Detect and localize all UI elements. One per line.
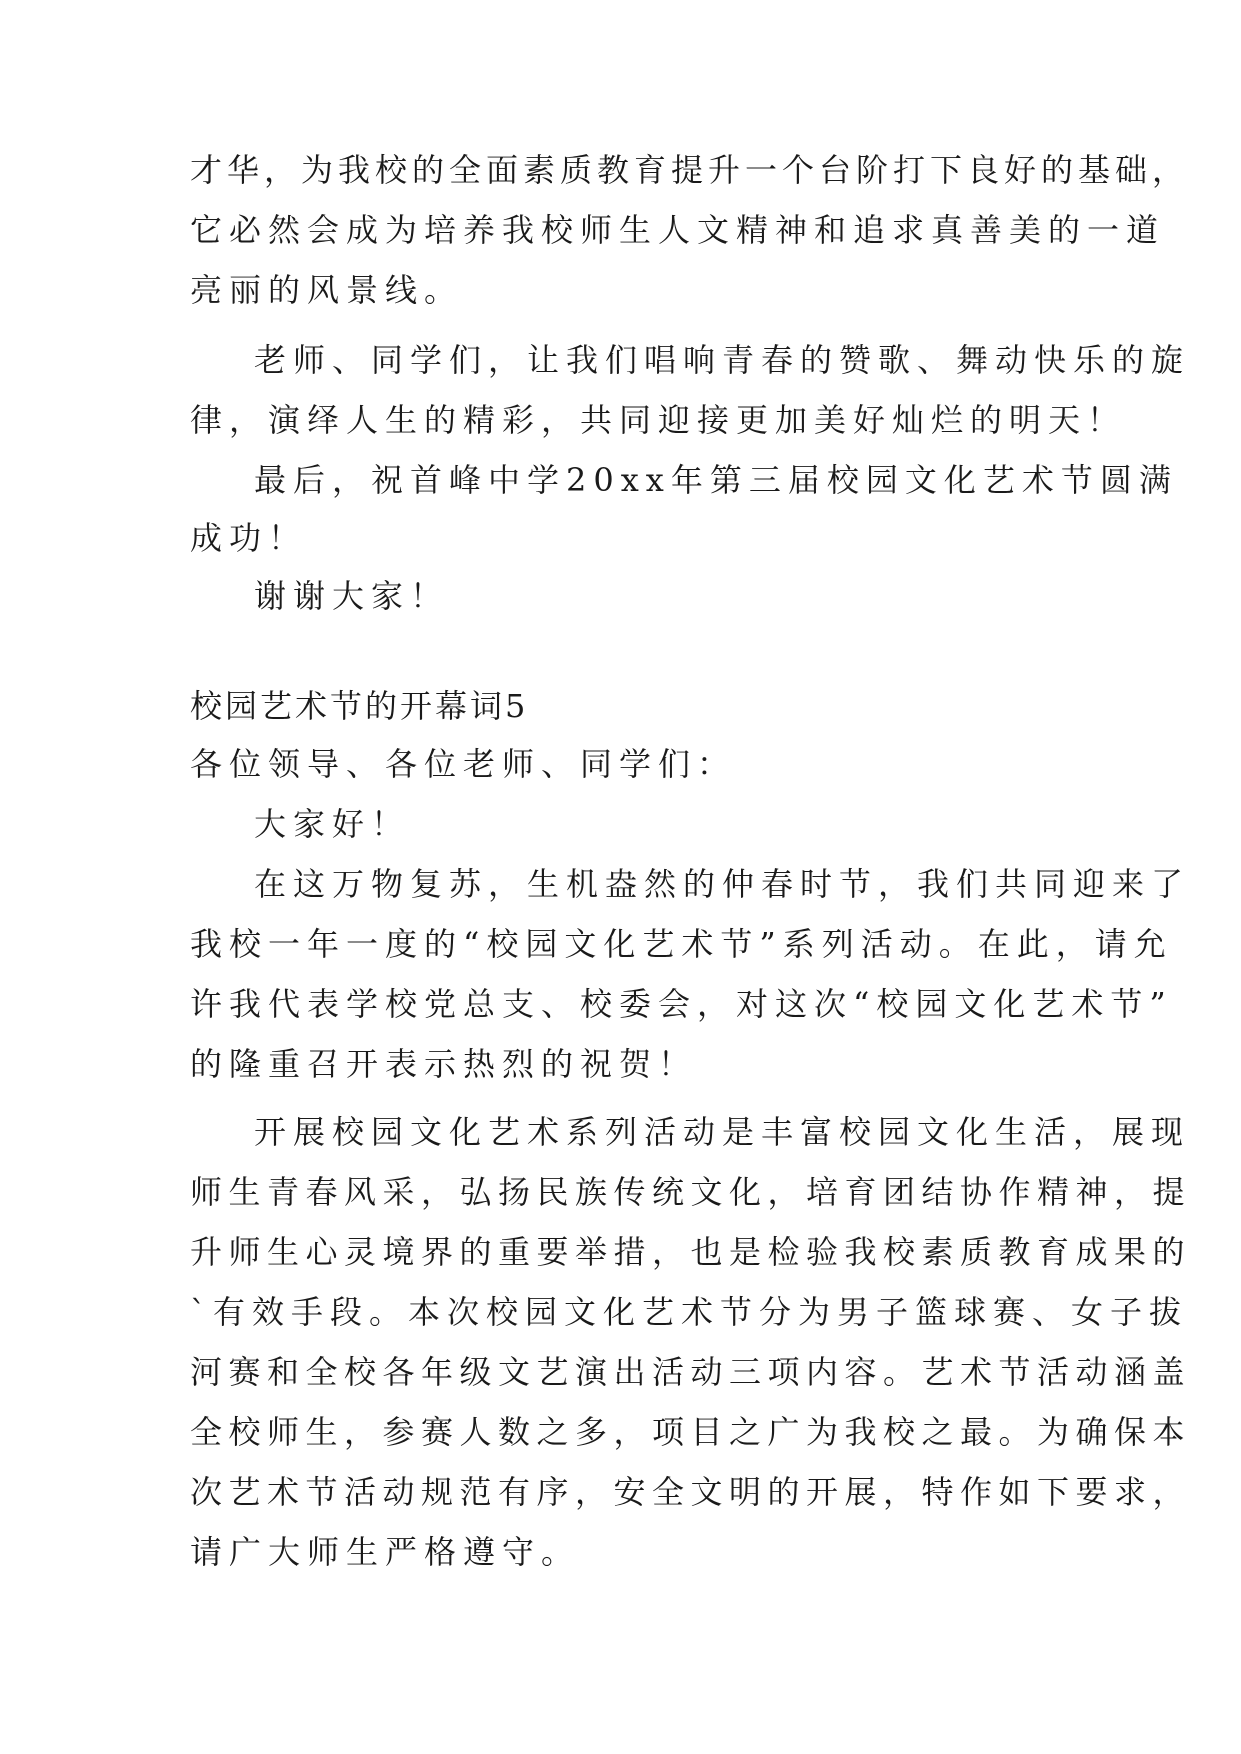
paragraph-line: 才华，为我校的全面素质教育提升一个台阶打下良好的基础， bbox=[190, 151, 1190, 189]
paragraph-line: 开展校园文化艺术系列活动是丰富校园文化生活，展现 bbox=[254, 1113, 1191, 1151]
paragraph-line: 升师生心灵境界的重要举措，也是检验我校素质教育成果的 bbox=[190, 1233, 1192, 1271]
paragraph-line: 最后，祝首峰中学20xx年第三届校园文化艺术节圆满 bbox=[254, 461, 1178, 499]
paragraph-line: 它必然会成为培养我校师生人文精神和追求真善美的一道 bbox=[190, 211, 1166, 249]
paragraph-line: 谢谢大家！ bbox=[254, 577, 450, 615]
paragraph-line: `有效手段。本次校园文化艺术节分为男子篮球赛、女子拔 bbox=[190, 1293, 1189, 1331]
paragraph-line: 在这万物复苏，生机盎然的仲春时节，我们共同迎来了 bbox=[254, 865, 1191, 903]
paragraph-line: 我校一年一度的“校园文化艺术节”系列活动。在此，请允 bbox=[190, 925, 1173, 963]
paragraph-line: 师生青春风采，弘扬民族传统文化，培育团结协作精神，提 bbox=[190, 1173, 1192, 1211]
paragraph-line: 亮丽的风景线。 bbox=[190, 271, 464, 309]
paragraph-line: 次艺术节活动规范有序，安全文明的开展，特作如下要求， bbox=[190, 1473, 1192, 1511]
paragraph-line: 老师、同学们，让我们唱响青春的赞歌、舞动快乐的旋 bbox=[254, 341, 1191, 379]
greeting: 大家好！ bbox=[254, 805, 411, 843]
paragraph-line: 律，演绎人生的精彩，共同迎接更加美好灿烂的明天！ bbox=[190, 401, 1127, 439]
paragraph-line: 许我代表学校党总支、校委会，对这次“校园文化艺术节” bbox=[190, 985, 1173, 1023]
paragraph-line: 的隆重召开表示热烈的祝贺！ bbox=[190, 1045, 698, 1083]
section-heading: 校园艺术节的开幕词5 bbox=[190, 687, 529, 725]
paragraph-line: 河赛和全校各年级文艺演出活动三项内容。艺术节活动涵盖 bbox=[190, 1353, 1192, 1391]
salutation: 各位领导、各位老师、同学们： bbox=[190, 745, 737, 783]
paragraph-line: 全校师生，参赛人数之多，项目之广为我校之最。为确保本 bbox=[190, 1413, 1192, 1451]
paragraph-line: 成功！ bbox=[190, 519, 308, 557]
paragraph-line: 请广大师生严格遵守。 bbox=[190, 1533, 581, 1571]
